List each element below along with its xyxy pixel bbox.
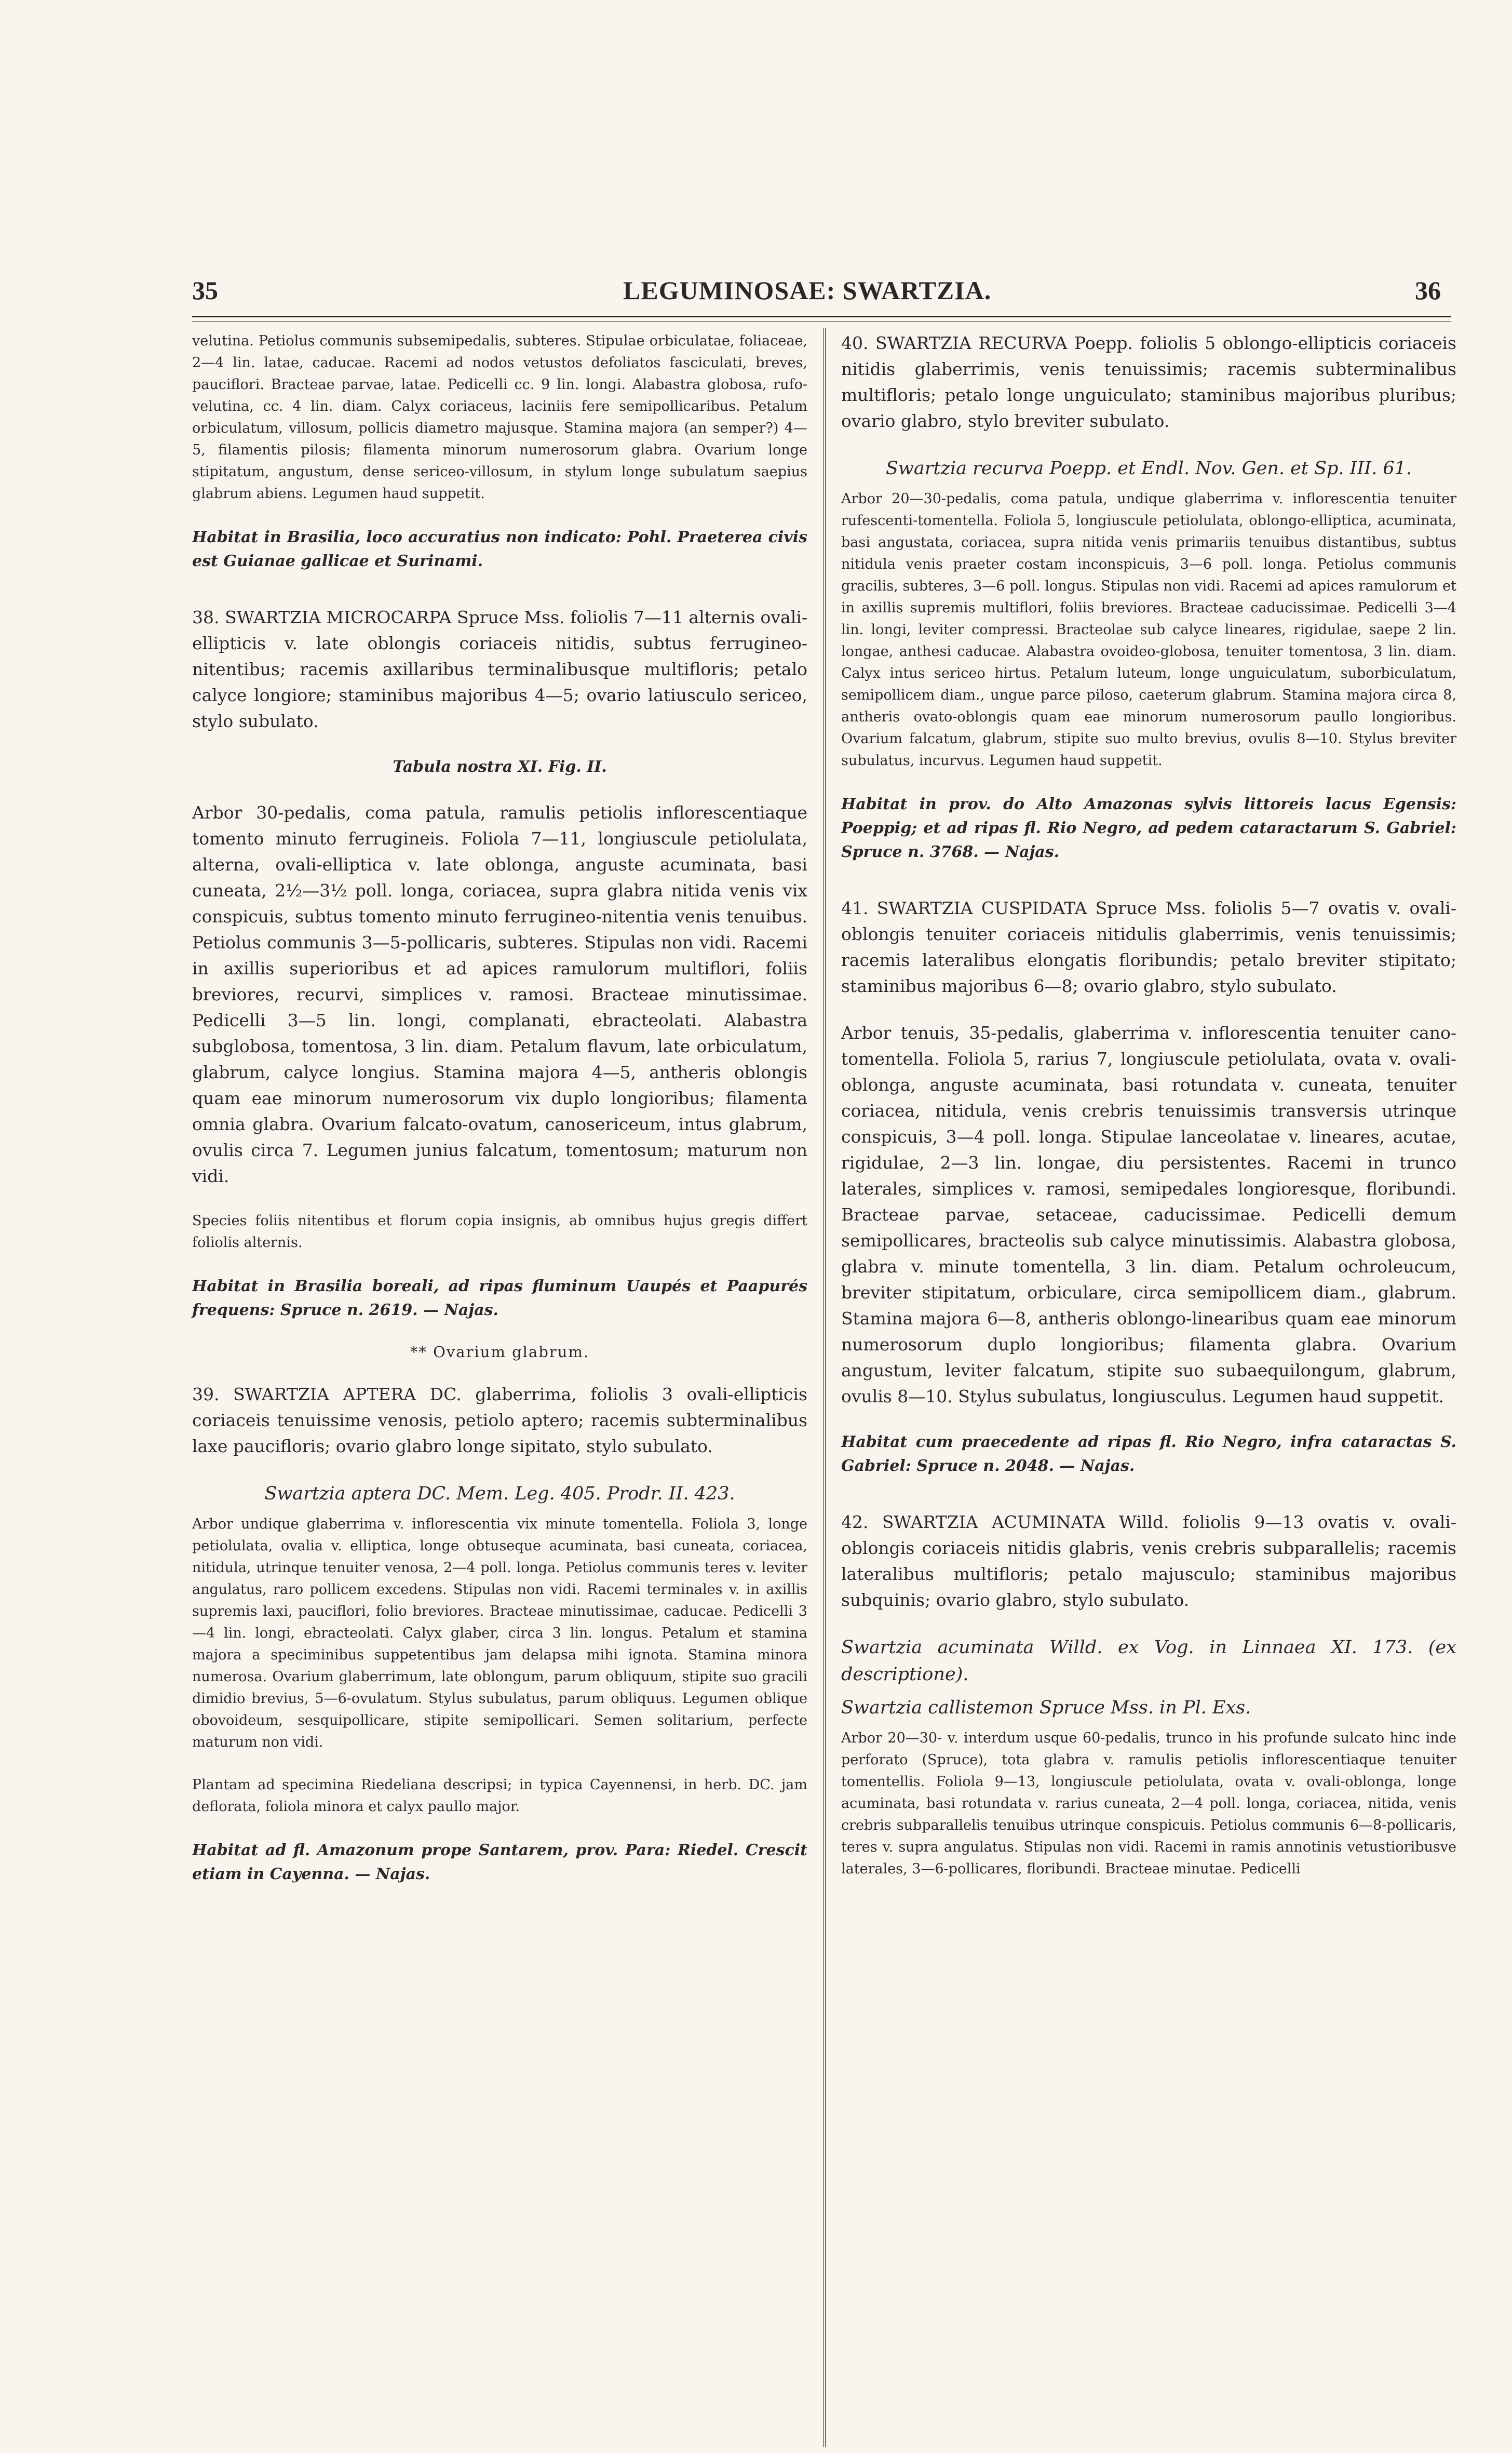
synonym: Swartzia callistemon Spruce Mss. in Pl. Exs. <box>841 1697 1251 1718</box>
description: Arbor 20—30- v. interdum usque 60-pedalis, trunco in his profunde sulcato hinc inde perforato (Spruce), tota glabra v. ramulis petiolis inflorescentiaque tenuiter tomentellis. Foliola 9—13, longiuscule petiolulata, ovata v. ovali-oblonga, longe acuminata, basi rotundata v. rarius cuneata, 2—4 poll. longa, coriacea, nitida, venis crebris subparallelis tenuibus utrinque conspicuis. Petiolus communis 6—8-pollicaris, teres v. supra angulatus. Stipulas non vidi. Racemi in ramis annotinis vetustioribusve laterales, 3—6-pollicares, floribundi. Bracteae minutae. Pedicelli <box>841 1730 1456 1877</box>
habitat: Habitat in Brasilia boreali, ad ripas fluminum Uaupés et Paapurés frequens: Spruce n. 2619. — Najas. <box>192 1277 807 1319</box>
species-heading: 42. SWARTZIA ACUMINATA Willd. foliolis 9—13 ovatis v. ovali-oblongis coriaceis nitidis glabris, venis crebris subparallelis; racemis lateralibus multifloris; petalo majusculo; staminibus majoribus subquinis; ovario glabro, stylo subulato. <box>841 1512 1456 1610</box>
habitat: Habitat in Brasilia, loco accuratius non indicato: Pohl. Praeterea civis est Guianae gallicae et Surinami. <box>192 528 807 570</box>
page-number-right: 36 <box>1415 276 1441 305</box>
description: Arbor 30-pedalis, coma patula, ramulis petiolis inflorescentiaque tomento minuto ferrugineis. Foliola 7—11, longiuscule petiolulata, alterna, ovali-elliptica v. late oblonga, anguste acuminata, basi cuneata, 2½—3½ poll. longa, coriacea, supra glabra nitida venis vix conspicuis, subtus tomento minuto ferrugineo-nitentia venis tenuibus. Petiolus communis 3—5-pollicaris, subteres. Stipulas non vidi. Racemi in axillis superioribus et ad apices ramulorum multiflori, foliis breviores, recurvi, simplices v. ramosi. Bracteae minutissimae. Pedicelli 3—5 lin. longi, complanati, ebracteolati. Alabastra subglobosa, tomentosa, 3 lin. diam. Petalum flavum, late orbiculatum, glabrum, calyce longius. Stamina majora 4—5, antheris oblongis quam eae minorum numerosorum vix duplo longioribus; filamenta omnia glabra. Ovarium falcato-ovatum, canosericeum, intus glabrum, ovulis circa 7. Legumen junius falcatum, tomentosum; maturum non vidi. <box>192 802 807 1186</box>
note: Plantam ad specimina Riedeliana descripsi; in typica Cayennensi, in herb. DC. jam deflorata, foliola minora et calyx paullo major. <box>192 1777 807 1815</box>
left-column <box>192 330 807 1907</box>
page-number-left: 35 <box>192 276 218 305</box>
synonym: Swartzia aptera DC. Mem. Leg. 405. Prodr. II. 423. <box>264 1483 735 1504</box>
habitat: Habitat in prov. do Alto Amazonas sylvis littoreis lacus Egensis: Poeppig; et ad ripas fl. Rio Negro, ad pedem cataractarum S. Gabriel: Spruce n. 3768. — Najas. <box>841 795 1456 861</box>
running-title: LEGUMINOSAE: SWARTZIA. <box>623 276 992 305</box>
synonym: Swartzia recurva Poepp. et Endl. Nov. Gen. et Sp. III. 61. <box>885 458 1412 479</box>
species-heading: 40. SWARTZIA RECURVA Poepp. foliolis 5 oblongo-ellipticis coriaceis nitidis glaberrimis, venis tenuissimis; racemis subterminalibus multifloris; petalo longe unguiculato; staminibus majoribus pluribus; ovario glabro, stylo breviter subulato. <box>841 333 1456 431</box>
header-rule <box>192 316 1451 317</box>
habitat: Habitat ad fl. Amazonum prope Santarem, prov. Para: Riedel. Crescit etiam in Cayenna. — Najas. <box>192 1841 807 1883</box>
right-column <box>841 330 1456 1901</box>
synonym: Swartzia acuminata Willd. ex Vog. in Linnaea XI. 173. (ex descriptione). <box>841 1637 1456 1685</box>
section-subheading: ** Ovarium glabrum. <box>410 1343 590 1361</box>
species-heading: 41. SWARTZIA CUSPIDATA Spruce Mss. foliolis 5—7 ovatis v. ovali-oblongis tenuiter coriaceis nitidulis glaberrimis, venis tenuissimis; racemis lateralibus elongatis floribundis; petalo breviter stipitato; staminibus majoribus 6—8; ovario glabro, stylo subulato. <box>841 898 1456 996</box>
note: Species foliis nitentibus et florum copia insignis, ab omnibus hujus gregis differt foliolis alternis. <box>192 1213 807 1251</box>
description: Arbor undique glaberrima v. inflorescentia vix minute tomentella. Foliola 3, longe petiolulata, ovalia v. elliptica, longe obtuseque acuminata, basi cuneata, coriacea, nitidula, utrinque tenuiter venosa, 2—4 poll. longa. Petiolus communis teres v. leviter angulatus, raro pollicem excedens. Stipulas non vidi. Racemi terminales v. in axillis supremis laxi, pauciflori, folio breviores. Bracteae minutissimae, caducae. Pedicelli 3—4 lin. longi, ebracteolati. Calyx glaber, circa 3 lin. longus. Petalum et stamina majora a speciminibus suppetentibus jam delapsa mihi ignota. Stamina minora numerosa. Ovarium glaberrimum, late oblongum, parum obliquum, stipite suo gracili dimidio brevius, 5—6-ovulatum. Stylus subulatus, parum obliquus. Legumen oblique obovoideum, sesquipollicare, stipite semipollicari. Semen solitarium, perfecte maturum non vidi. <box>192 1516 807 1750</box>
habitat: Habitat cum praecedente ad ripas fl. Rio Negro, infra cataractas S. Gabriel: Spruce n. 2048. — Najas. <box>841 1433 1456 1475</box>
species-heading: 39. SWARTZIA APTERA DC. glaberrima, foliolis 3 ovali-ellipticis coriaceis tenuissime venosis, petiolo aptero; racemis subterminalibus laxe paucifloris; ovario glabro longe sipitato, stylo subulato. <box>192 1384 807 1456</box>
paragraph: velutina. Petiolus communis subsemipedalis, subteres. Stipulae orbiculatae, foliaceae, 2—4 lin. latae, caducae. Racemi ad nodos vetustos defoliatos fasciculati, breves, pauciflori. Bracteae parvae, latae. Pedicelli cc. 9 lin. longi. Alabastra globosa, rufo-velutina, cc. 4 lin. diam. Calyx coriaceus, laciniis fere semipollicaribus. Petalum orbiculatum, villosum, pollicis diametro majusque. Stamina majora (an semper?) 4—5, filamentis pilosis; filamenta minorum numerosorum glabra. Ovarium longe stipitatum, angustum, dense sericeo-villosum, in stylum longe subulatum saepius glabrum abiens. Legumen haud suppetit. <box>192 333 807 502</box>
description: Arbor 20—30-pedalis, coma patula, undique glaberrima v. inflorescentia tenuiter rufescenti-tomentella. Foliola 5, longiuscule petiolulata, oblongo-elliptica, acuminata, basi angustata, coriacea, supra nitida venis primariis tenuibus distantibus, subtus nitidula venis praeter costam inconspicuis, 3—6 poll. longa. Petiolus communis gracilis, subteres, 3—6 poll. longus. Stipulas non vidi. Racemi ad apices ramulorum et in axillis supremis multiflori, foliis breviores. Bracteae caducissimae. Pedicelli 3—4 lin. longi, leviter compressi. Bracteolae sub calyce lineares, rigidulae, saepe 2 lin. longae, anthesi caducae. Alabastra ovoideo-globosa, tenuiter tomentosa, 3 lin. diam. Calyx intus sericeo hirtus. Petalum luteum, longe unguiculatum, suborbiculatum, semipollicem diam., ungue parce piloso, caeterum glabrum. Stamina majora circa 8, antheris ovato-oblongis quam eae minorum numerosorum paullo longioribus. Ovarium falcatum, glabrum, stipite suo multo brevius, ovulis 8—10. Stylus breviter subulatus, incurvus. Legumen haud suppetit. <box>841 491 1456 769</box>
column-divider <box>824 328 826 2447</box>
plate-reference: Tabula nostra XI. Fig. II. <box>393 758 607 776</box>
species-heading: 38. SWARTZIA MICROCARPA Spruce Mss. foliolis 7—11 alternis ovali-ellipticis v. late oblongis coriaceis nitidis, subtus ferrugineo-nitentibus; racemis axillaribus terminalibusque multifloris; petalo calyce longiore; staminibus majoribus 4—5; ovario latiusculo sericeo, stylo subulato. <box>192 607 807 731</box>
description: Arbor tenuis, 35-pedalis, glaberrima v. inflorescentia tenuiter cano-tomentella. Foliola 5, rarius 7, longiuscule petiolulata, ovata v. ovali-oblonga, anguste acuminata, basi rotundata v. cuneata, tenuiter coriacea, nitidula, venis crebris tenuissimis transversis utrinque conspicuis, 3—4 poll. longa. Stipulae lanceolatae v. lineares, acutae, rigidulae, 2—3 lin. longae, diu persistentes. Racemi in trunco laterales, simplices v. ramosi, semipedales longioresque, floribundi. Bracteae parvae, setaceae, caducissimae. Pedicelli demum semipollicares, bracteolis sub calyce minutissimis. Alabastra globosa, glabra v. minute tomentella, 3 lin. diam. Petalum ochroleucum, breviter stipitatum, orbiculare, circa semipollicem diam., glabrum. Stamina majora 6—8, antheris oblongo-linearibus quam eae minorum numerosorum duplo longioribus; filamenta glabra. Ovarium angustum, leviter falcatum, stipite suo subaequilongum, glabrum, ovulis 8—10. Stylus subulatus, longiusculus. Legumen haud suppetit. <box>841 1023 1456 1406</box>
